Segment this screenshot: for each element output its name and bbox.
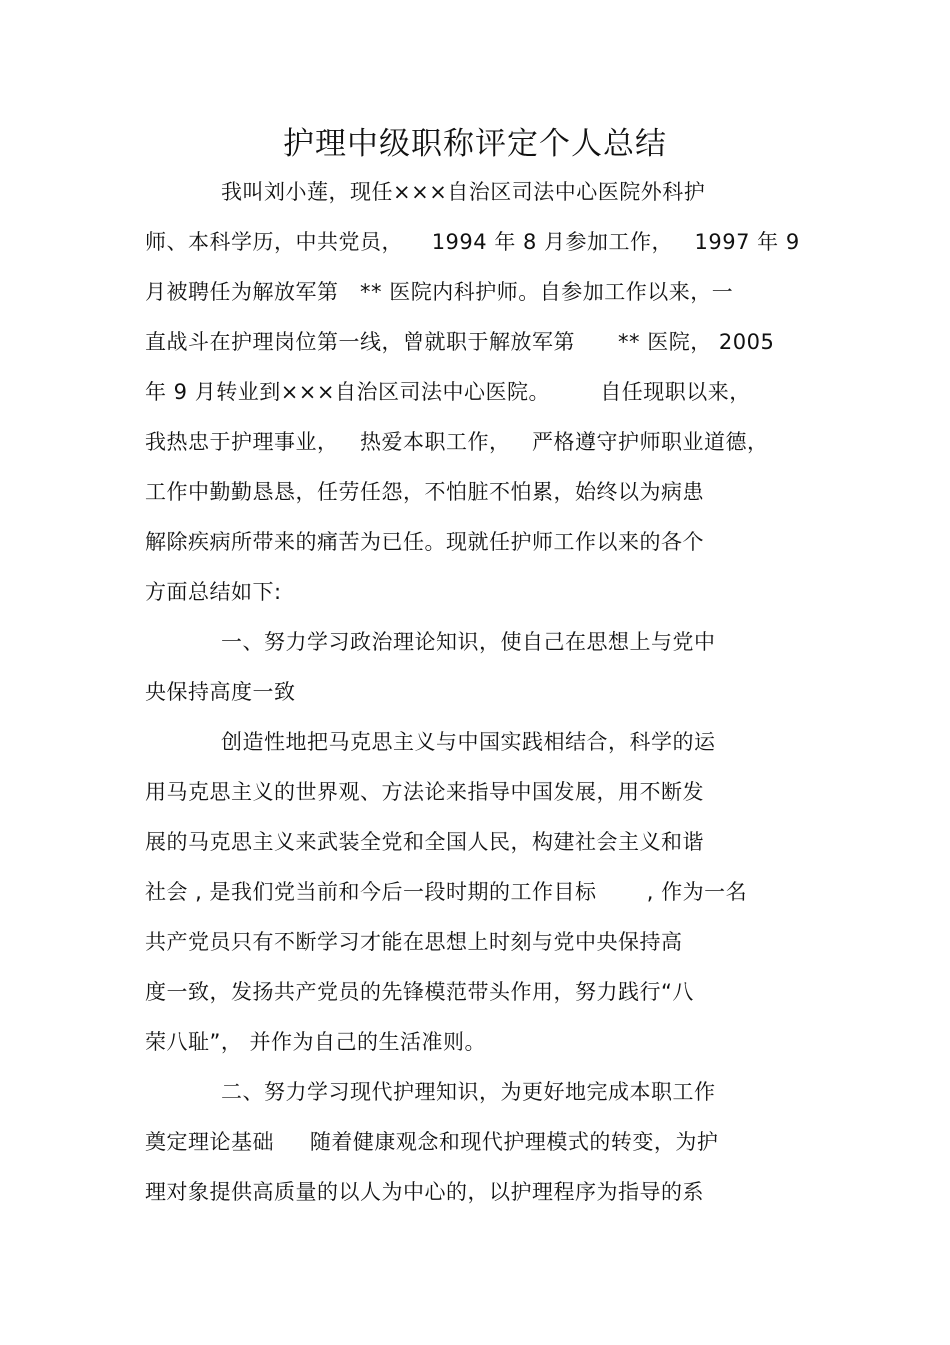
text-line: 共产党员只有不断学习才能在思想上时刻与党中央保持高 bbox=[145, 930, 683, 954]
text-line: 展的马克思主义来武装全党和全国人民，构建社会主义和谐 bbox=[145, 830, 704, 854]
text-line: 方面总结如下: bbox=[145, 580, 282, 604]
text-line: 直战斗在护理岗位第一线，曾就职于解放军第 ** 医院， 2005 bbox=[145, 330, 775, 354]
text-line: 理对象提供高质量的以人为中心的，以护理程序为指导的系 bbox=[145, 1180, 704, 1204]
section-heading-line: 央保持高度一致 bbox=[145, 680, 296, 704]
text-line: 奠定理论基础 随着健康观念和现代护理模式的转变，为护 bbox=[145, 1130, 719, 1154]
text-line: 师、本科学历，中共党员， 1994 年 8 月参加工作， 1997 年 9 bbox=[145, 230, 800, 254]
document-title: 护理中级职称评定个人总结 bbox=[283, 126, 667, 162]
text-line: 创造性地把马克思主义与中国实践相结合，科学的运 bbox=[221, 730, 716, 754]
text-line: 工作中勤勤恳恳，任劳任怨，不怕脏不怕累，始终以为病患 bbox=[145, 480, 704, 504]
text-line: 用马克思主义的世界观、方法论来指导中国发展，用不断发 bbox=[145, 780, 704, 804]
text-line: 我叫刘小莲，现任×××自治区司法中心医院外科护 bbox=[221, 180, 706, 204]
text-line: 社会 , 是我们党当前和今后一段时期的工作目标 , 作为一名 bbox=[145, 880, 748, 904]
section-heading-line: 二、努力学习现代护理知识，为更好地完成本职工作 bbox=[221, 1080, 716, 1104]
section-heading-line: 一、努力学习政治理论知识，使自己在思想上与党中 bbox=[221, 630, 716, 654]
text-line: 月被聘任为解放军第 ** 医院内科护师。自参加工作以来，一 bbox=[145, 280, 734, 304]
text-line: 年 9 月转业到×××自治区司法中心医院。 自任现职以来， bbox=[145, 380, 751, 404]
text-line: 荣八耻”， 并作为自己的生活准则。 bbox=[145, 1030, 487, 1054]
text-line: 我热忠于护理事业， 热爱本职工作， 严格遵守护师职业道德， bbox=[145, 430, 769, 454]
text-line: 解除疾病所带来的痛苦为已任。现就任护师工作以来的各个 bbox=[145, 530, 704, 554]
text-line: 度一致，发扬共产党员的先锋模范带头作用，努力践行“八 bbox=[145, 980, 694, 1004]
